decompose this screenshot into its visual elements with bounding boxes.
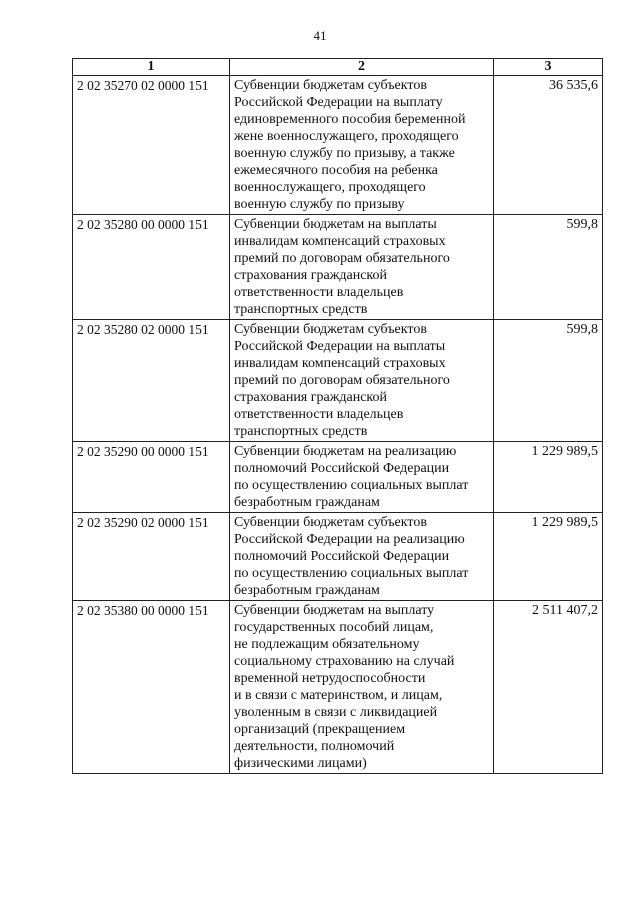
description-line: по осуществлению социальных выплат bbox=[234, 478, 469, 493]
budget-description-cell bbox=[230, 76, 494, 215]
description-line: уволенным в связи с ликвидацией bbox=[234, 705, 438, 720]
description-line: деятельности, полномочий bbox=[234, 739, 395, 754]
description-line: страхования гражданской bbox=[234, 268, 388, 283]
description-line: организаций (прекращением bbox=[234, 722, 406, 737]
table-header-row bbox=[73, 59, 603, 76]
table-row bbox=[73, 76, 603, 215]
column-header-amount: 3 bbox=[494, 59, 603, 76]
description-line: Российской Федерации на выплаты bbox=[234, 339, 446, 354]
budget-code-cell: 2 02 35290 02 0000 151 bbox=[73, 513, 230, 601]
description-line: страхования гражданской bbox=[234, 390, 388, 405]
description-line: инвалидам компенсаций страховых bbox=[234, 356, 446, 371]
amount-cell: 599,8 bbox=[494, 215, 603, 320]
description-line: Субвенции бюджетам субъектов bbox=[234, 515, 427, 530]
description-line: Субвенции бюджетам на выплату bbox=[234, 603, 435, 618]
page-number: 41 bbox=[313, 28, 327, 43]
table-row bbox=[73, 601, 603, 774]
description-line: безработным гражданам bbox=[234, 495, 380, 510]
description-line: жене военнослужащего, проходящего bbox=[234, 129, 459, 144]
description-line: не подлежащим обязательному bbox=[234, 637, 420, 652]
description-line: Субвенции бюджетам субъектов bbox=[234, 78, 427, 93]
description-line: полномочий Российской Федерации bbox=[234, 549, 450, 564]
table-body bbox=[73, 76, 603, 774]
budget-table bbox=[72, 58, 603, 774]
column-header-name: 2 bbox=[230, 59, 494, 76]
budget-description-cell bbox=[230, 442, 494, 513]
table-row bbox=[73, 442, 603, 513]
budget-description-cell bbox=[230, 513, 494, 601]
table-row bbox=[73, 513, 603, 601]
description-line: военнослужащего, проходящего bbox=[234, 180, 426, 195]
description-line: социальному страхованию на случай bbox=[234, 654, 455, 669]
budget-description-cell bbox=[230, 601, 494, 774]
description-line: инвалидам компенсаций страховых bbox=[234, 234, 446, 249]
description-line: Российской Федерации на реализацию bbox=[234, 532, 465, 547]
amount-cell: 2 511 407,2 bbox=[494, 601, 603, 774]
table-row bbox=[73, 215, 603, 320]
description-line: единовременного пособия беременной bbox=[234, 112, 466, 127]
description-line: транспортных средств bbox=[234, 424, 368, 439]
budget-code-cell: 2 02 35290 00 0000 151 bbox=[73, 442, 230, 513]
description-line: премий по договорам обязательного bbox=[234, 251, 450, 266]
amount-cell: 599,8 bbox=[494, 320, 603, 442]
description-line: государственных пособий лицам, bbox=[234, 620, 434, 635]
budget-description-cell bbox=[230, 320, 494, 442]
description-line: военную службу по призыву bbox=[234, 197, 405, 212]
table-row bbox=[73, 320, 603, 442]
description-line: Российской Федерации на выплату bbox=[234, 95, 443, 110]
amount-cell: 1 229 989,5 bbox=[494, 513, 603, 601]
budget-description-cell bbox=[230, 215, 494, 320]
budget-code-cell: 2 02 35380 00 0000 151 bbox=[73, 601, 230, 774]
description-line: транспортных средств bbox=[234, 302, 368, 317]
amount-cell: 36 535,6 bbox=[494, 76, 603, 215]
amount-cell: 1 229 989,5 bbox=[494, 442, 603, 513]
description-line: физическими лицами) bbox=[234, 756, 367, 771]
description-line: Субвенции бюджетам на выплаты bbox=[234, 217, 437, 232]
description-line: и в связи с материнством, и лицам, bbox=[234, 688, 443, 703]
description-line: ответственности владельцев bbox=[234, 407, 404, 422]
description-line: военную службу по призыву, а также bbox=[234, 146, 455, 161]
budget-code-cell: 2 02 35280 00 0000 151 bbox=[73, 215, 230, 320]
description-line: ежемесячного пособия на ребенка bbox=[234, 163, 438, 178]
description-line: премий по договорам обязательного bbox=[234, 373, 450, 388]
description-line: Субвенции бюджетам на реализацию bbox=[234, 444, 457, 459]
description-line: ответственности владельцев bbox=[234, 285, 404, 300]
description-line: полномочий Российской Федерации bbox=[234, 461, 450, 476]
description-line: по осуществлению социальных выплат bbox=[234, 566, 469, 581]
column-header-code: 1 bbox=[73, 59, 230, 76]
description-line: безработным гражданам bbox=[234, 583, 380, 598]
budget-code-cell: 2 02 35270 02 0000 151 bbox=[73, 76, 230, 215]
description-line: Субвенции бюджетам субъектов bbox=[234, 322, 427, 337]
description-line: временной нетрудоспособности bbox=[234, 671, 426, 686]
budget-code-cell: 2 02 35280 02 0000 151 bbox=[73, 320, 230, 442]
